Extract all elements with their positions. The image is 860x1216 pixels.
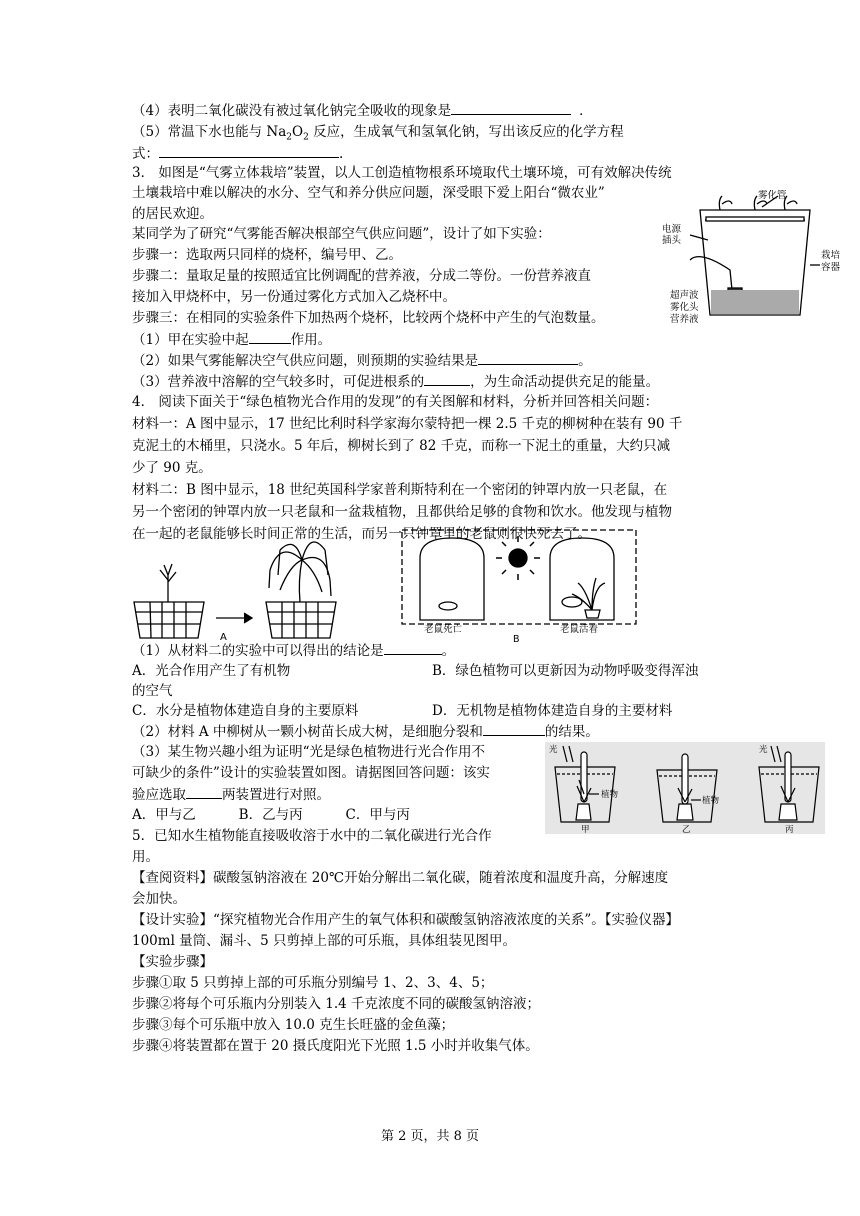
q5-reference-2: 会加快。 <box>132 891 186 907</box>
figure-a-willow-barrels <box>130 520 360 645</box>
svg-text:丙: 丙 <box>785 825 794 834</box>
q3-line2: 土壤栽培中难以解决的水分、空气和养分供应问题，深受眼下爱上阳台“微农业” <box>132 185 605 201</box>
q4-option-b-cont: 的空气 <box>132 683 173 699</box>
figure-b-bell-jars <box>400 528 640 643</box>
q4-line6: 另一个密闭的钟罩内放一只老鼠和一盆栽植物，且都供给足够的食物和饮水。他发现与植物 <box>132 504 672 520</box>
q3-line1: 3． 如图是“气雾立体栽培”装置，以人工创造植物根系环境取代土壤环境，可有效解决传统 <box>132 165 672 181</box>
label-mouse-alive: 老鼠活着 <box>560 624 599 635</box>
q3-sub1: （1）甲在实验中起 作用。 <box>132 329 331 350</box>
q4-line3: 克泥土的木桶里，只浇水。5 年后，柳树长到了 82 千克，而称一下泥土的重量，大约只减 <box>132 438 671 454</box>
aeroponic-apparatus-figure <box>660 190 855 325</box>
q4-line5: 材料二：B 图中显示，18 世纪英国科学家普利斯特利在一个密闭的钟罩内放一只老鼠，在 <box>132 482 668 498</box>
q4-line1: 4． 阅读下面关于“绿色植物光合作用的发现”的有关图解和材料，分析并回答相关问题： <box>132 394 659 410</box>
q3-line3: 的居民欢迎。 <box>132 206 213 222</box>
answer-blank[interactable] <box>384 640 442 655</box>
q2-part5-line2: 式： . <box>132 143 343 164</box>
svg-text:超声波: 超声波 <box>670 290 699 301</box>
q5-steps-title: 【实验步骤】 <box>132 954 213 970</box>
figure-three-beakers <box>545 742 825 834</box>
svg-text:雾化头: 雾化头 <box>670 302 699 313</box>
q3-step3: 步骤三：在相同的实验条件下加热两个烧杯，比较两个烧杯中产生的气泡数量。 <box>132 310 605 326</box>
q5-line1: 5．已知水生植物能直接吸收溶于水中的二氧化碳进行光合作 <box>132 828 492 844</box>
answer-blank[interactable] <box>424 371 470 386</box>
answer-blank[interactable] <box>249 329 291 344</box>
q4-line7: 在一起的老鼠能够长时间正常的生活，而另一只钟罩里的老鼠则很快死去了。 <box>132 526 591 542</box>
answer-blank[interactable] <box>478 350 578 365</box>
svg-text:光: 光 <box>549 745 558 755</box>
q4-line2: 材料一：A 图中显示，17 世纪比利时科学家海尔蒙特把一棵 2.5 千克的柳树种在装有 90 千 <box>132 416 683 432</box>
q4-sub1: （1）从材料二的实验中可以得出的结论是 。 <box>132 640 455 661</box>
answer-blank[interactable] <box>186 784 222 799</box>
q4-sub3-line2: 可缺少的条件”设计的实验装置如图。请据图回答问题：该实 <box>132 765 490 781</box>
answer-blank[interactable] <box>483 721 545 736</box>
figure-a-label: A <box>220 632 227 643</box>
q2-p4-text: （4）表明二氧化碳没有被过氧化钠完全吸收的现象是 <box>132 103 452 119</box>
answer-blank[interactable] <box>451 100 571 115</box>
q5-step-1: 步骤①取 5 只剪掉上部的可乐瓶分别编号 1、2、3、4、5； <box>132 975 494 991</box>
q3-line4: 某同学为了研究“气雾能否解决根部空气供应问题”，设计了如下实验： <box>132 226 551 242</box>
q3-sub2: （2）如果气雾能解决空气供应问题，则预期的实验结果是 。 <box>132 350 592 371</box>
svg-text:营养液: 营养液 <box>670 314 699 325</box>
q3-step1: 步骤一：选取两只同样的烧杯，编号甲、乙。 <box>132 247 402 263</box>
q4-line4: 少了 90 克。 <box>132 460 212 476</box>
answer-blank[interactable] <box>159 143 339 158</box>
svg-text:植物: 植物 <box>702 796 720 806</box>
q5-step-2: 步骤②将每个可乐瓶内分别装入 1.4 千克浓度不同的碳酸氢钠溶液； <box>132 996 541 1012</box>
q3-step2: 步骤二：量取足量的按照适宜比例调配的营养液，分成二等份。一份营养液直 <box>132 268 591 284</box>
q4-option-d: D．无机物是植物体建造自身的主要材料 <box>432 703 673 719</box>
q5-step-4: 步骤④将装置都在置于 20 摄氏度阳光下光照 1.5 小时并收集气体。 <box>132 1038 539 1054</box>
q4-option-b: B．绿色植物可以更新因为动物呼吸变得浑浊 <box>432 663 699 679</box>
figure-b-label: B <box>513 634 520 643</box>
q4-sub3-line3: 验应选取 两装置进行对照。 <box>132 784 330 805</box>
q4-sub3-options: A．甲与乙 B．乙与丙 C．甲与丙 <box>132 807 410 823</box>
q4-sub3-line1: （3）某生物兴趣小组为证明“光是绿色植物进行光合作用不 <box>132 744 485 760</box>
q4-option-a: A．光合作用产生了有机物 <box>132 663 291 679</box>
q4-sub2: （2）材料 A 中柳树从一颗小树苗长成大树，是细胞分裂和 的结果。 <box>132 721 599 742</box>
q5-line2: 用。 <box>132 849 159 865</box>
q5-design-2: 100ml 量筒、漏斗、5 只剪掉上部的可乐瓶，具体组装见图甲。 <box>132 933 517 949</box>
svg-text:乙: 乙 <box>682 825 691 834</box>
label-mist-pipe: 雾化管 <box>758 190 787 201</box>
q3-step2-cont: 接加入甲烧杯中，另一份通过雾化方式加入乙烧杯中。 <box>132 289 456 305</box>
svg-text:栽培: 栽培 <box>821 250 841 261</box>
q5-reference-1: 【查阅资料】碳酸氢钠溶液在 20℃开始分解出二氧化碳，随着浓度和温度升高，分解速度 <box>132 870 669 886</box>
svg-text:甲: 甲 <box>581 825 590 834</box>
q2-part5: （5）常温下水也能与 $Na_2O_2$ 反应，生成氧气和氢氧化钠，写出该反应的化学方程 <box>132 124 624 143</box>
q5-design-1: 【设计实验】“探究植物光合作用产生的氧气体积和碳酸氢钠溶液浓度的关系”。【实验仪器】 <box>132 912 680 928</box>
q5-step-3: 步骤③每个可乐瓶中放入 10.0 克生长旺盛的金鱼藻； <box>132 1017 455 1033</box>
svg-text:光: 光 <box>759 745 768 755</box>
label-mouse-dead: 老鼠死亡 <box>424 624 463 635</box>
page-footer: 第 2 页，共 8 页 <box>380 1129 480 1144</box>
svg-text:插头: 插头 <box>662 235 682 246</box>
q3-sub3: （3）营养液中溶解的空气较多时，可促进根系的 ，为生命活动提供充足的能量。 <box>132 371 659 392</box>
q2-part4: （4）表明二氧化碳没有被过氧化钠完全吸收的现象是 ． <box>132 100 593 121</box>
svg-text:电源: 电源 <box>662 224 682 235</box>
q4-option-c: C．水分是植物体建造自身的主要原料 <box>132 703 359 719</box>
svg-text:容器: 容器 <box>821 262 841 273</box>
svg-text:植物: 植物 <box>601 790 619 800</box>
